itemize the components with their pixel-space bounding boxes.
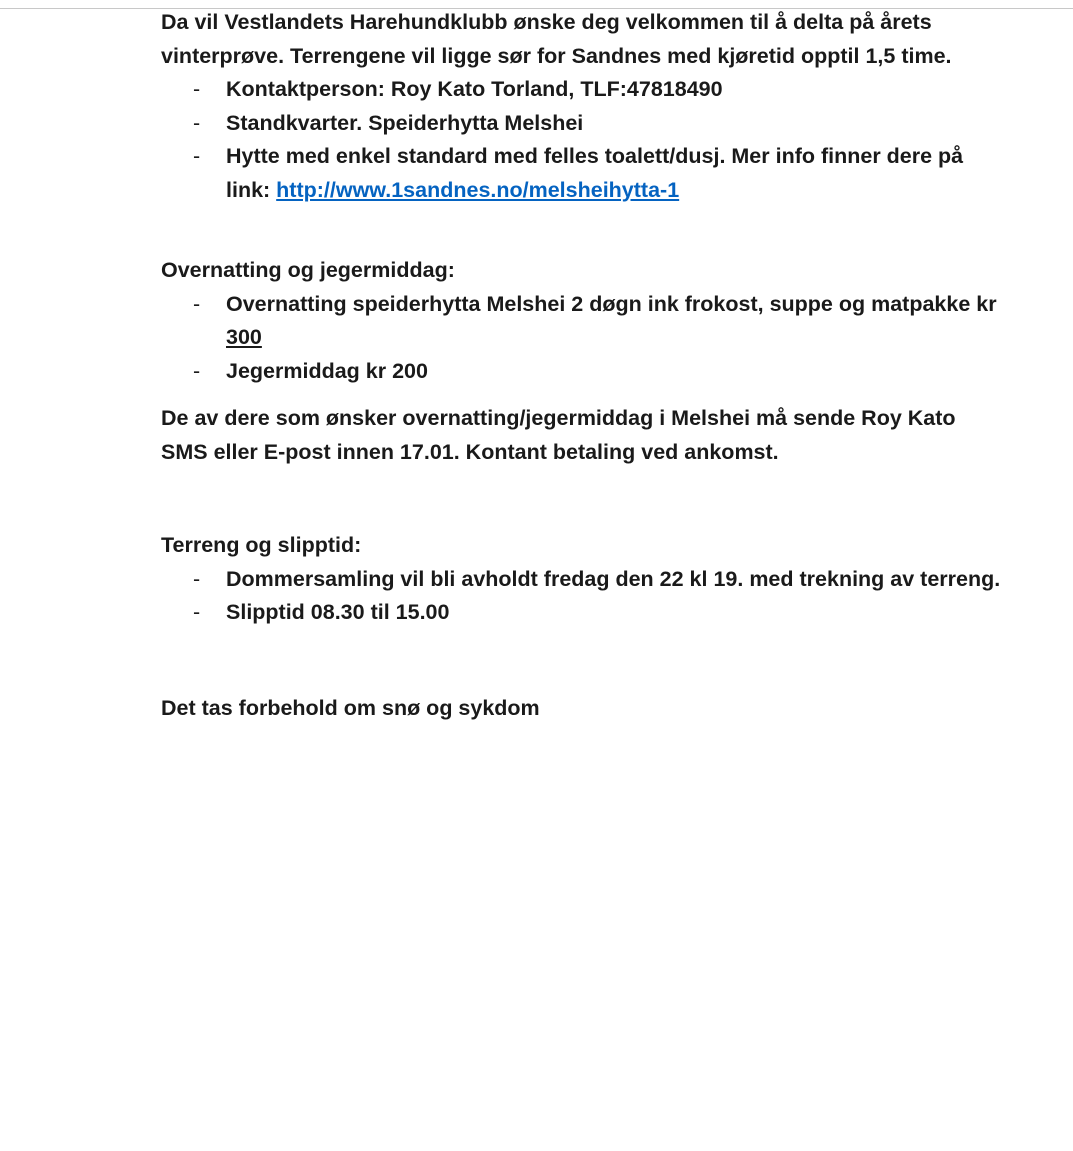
- list-item-jegermiddag: [161, 355, 1001, 389]
- contact-text: Kontaktperson: Roy Kato Torland, TLF:47818490: [226, 77, 723, 101]
- list-item-slipptid: [161, 596, 1001, 630]
- dash-bullet: -: [193, 291, 201, 316]
- dash-bullet: -: [193, 144, 201, 168]
- overnatting-price: 300: [226, 325, 262, 349]
- jegermiddag-text: Jegermiddag kr 200: [226, 358, 428, 383]
- dash-bullet: -: [193, 566, 201, 591]
- document-page: [161, 6, 1001, 725]
- terreng-list: [161, 563, 1001, 630]
- list-item-cabin: [161, 140, 1001, 207]
- overnatting-heading: Overnatting og jegermiddag:: [161, 258, 455, 282]
- dash-bullet: -: [193, 77, 201, 101]
- cabin-info-link[interactable]: http://www.1sandnes.no/melsheihytta-1: [276, 177, 680, 202]
- slipptid-text: Slipptid 08.30 til 15.00: [226, 600, 450, 624]
- list-item-headquarters: [161, 107, 1001, 141]
- list-item-overnatting: [161, 288, 1001, 355]
- overnatting-list: [161, 288, 1001, 389]
- dash-bullet: -: [193, 110, 201, 135]
- dommersamling-text: Dommersamling vil bli avholdt fredag den 22 kl 19. med trekning av terreng.: [226, 566, 1001, 591]
- sms-paragraph: De av dere som ønsker overnatting/jegermiddag i Melshei må sende Roy Kato SMS eller E-post innen 17.01. Kontant betaling ved ankomst.: [161, 406, 956, 464]
- closing-note: Det tas forbehold om snø og sykdom: [161, 695, 540, 720]
- terreng-heading: Terreng og slipptid:: [161, 533, 362, 557]
- cabin-text: Hytte med enkel standard med felles toalett/dusj. Mer info finner dere på link:: [226, 144, 964, 202]
- headquarters-text: Standkvarter. Speiderhytta Melshei: [226, 110, 584, 135]
- overnatting-text: Overnatting speiderhytta Melshei 2 døgn ink frokost, suppe og matpakke kr: [226, 291, 997, 316]
- info-list: [161, 73, 1001, 207]
- list-item-contact: [161, 73, 1001, 107]
- intro-paragraph: Da vil Vestlandets Harehundklubb ønske deg velkommen til å delta på årets vinterprøve. Terrengene vil ligge sør for Sandnes med kjøretid opptil 1,5 time.: [161, 10, 952, 68]
- dash-bullet: -: [193, 600, 201, 624]
- dash-bullet: -: [193, 358, 201, 383]
- list-item-dommersamling: [161, 563, 1001, 597]
